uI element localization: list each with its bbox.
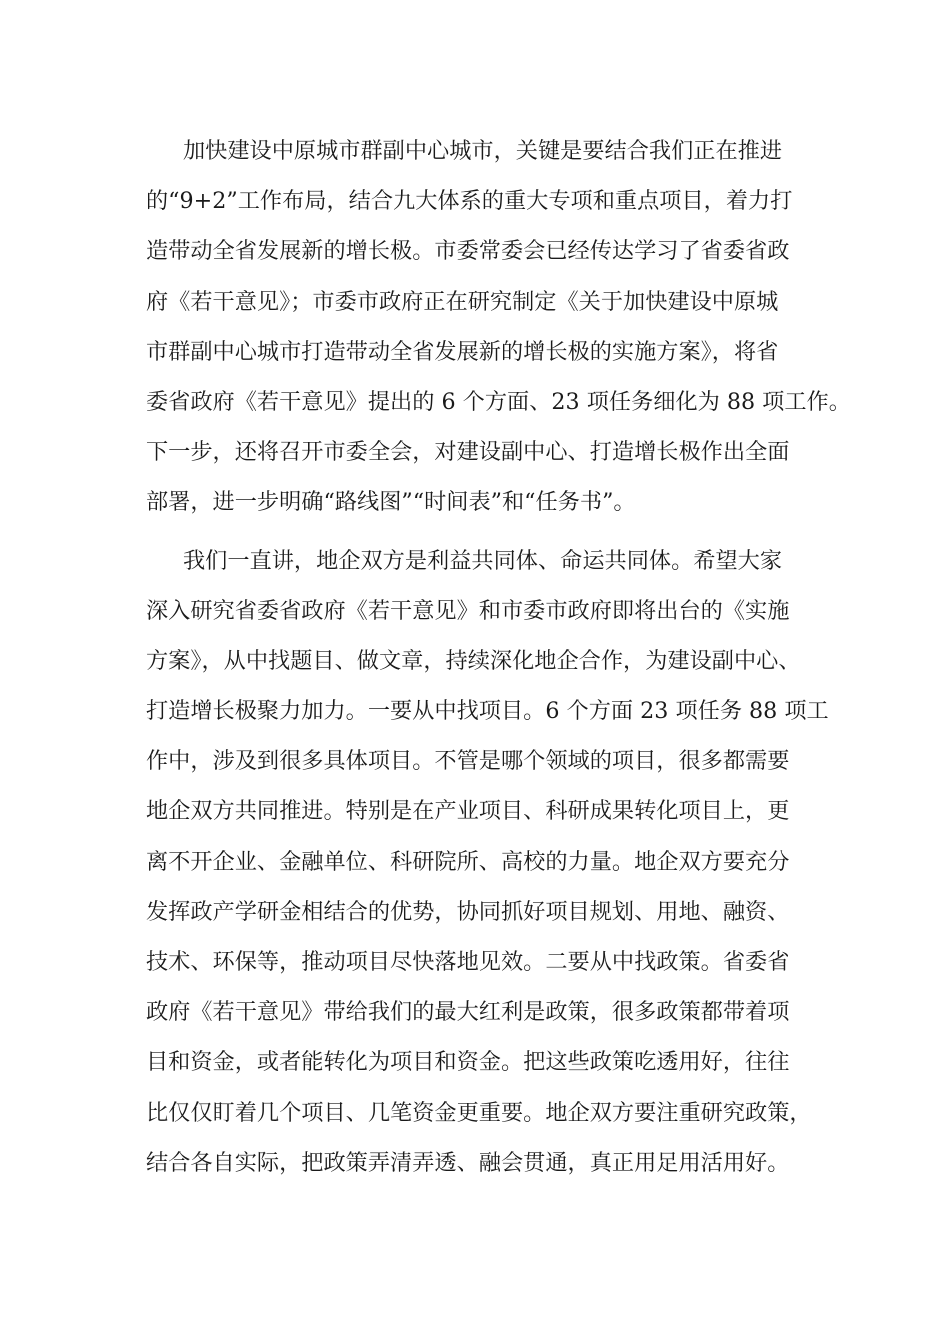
text-line: 发挥政产学研金相结合的优势，协同抓好项目规划、用地、融资、 [146, 898, 790, 925]
paragraph-2 [146, 536, 836, 1188]
text-line: 府《若干意见》；市委市政府正在研究制定《关于加快建设中原城 [146, 288, 779, 315]
text-line: 政府《若干意见》带给我们的最大红利是政策，很多政策都带着项 [146, 999, 790, 1026]
text-line: 离不开企业、金融单位、科研院所、高校的力量。地企双方要充分 [146, 848, 790, 875]
text-line: 造带动全省发展新的增长极。市委常委会已经传达学习了省委省政 [146, 238, 790, 265]
text-line: 下一步，还将召开市委全会，对建设副中心、打造增长极作出全面 [146, 439, 790, 466]
text-line: 市群副中心城市打造带动全省发展新的增长极的实施方案》，将省 [146, 338, 779, 365]
text-line: 目和资金，或者能转化为项目和资金。把这些政策吃透用好，往往 [146, 1049, 790, 1076]
text-line: 作中，涉及到很多具体项目。不管是哪个领域的项目，很多都需要 [146, 748, 790, 775]
document-body [146, 126, 851, 1188]
text-line: 部署，进一步明确“路线图”“时间表”和“任务书”。 [146, 489, 636, 516]
text-line: 比仅仅盯着几个项目、几笔资金更重要。地企双方要注重研究政策， [146, 1099, 812, 1126]
text-line: 地企双方共同推进。特别是在产业项目、科研成果转化项目上，更 [146, 798, 790, 825]
text-line: 加快建设中原城市群副中心城市，关键是要结合我们正在推进 [183, 138, 783, 164]
text-line: 我们一直讲，地企双方是利益共同体、命运共同体。希望大家 [183, 547, 783, 574]
text-line: 技术、环保等，推动项目尽快落地见效。二要从中找政策。省委省 [146, 949, 790, 975]
text-line: 委省政府《若干意见》提出的 6 个方面、23 项任务细化为 88 项工作。 [146, 388, 851, 415]
text-line: 深入研究省委省政府《若干意见》和市委市政府即将出台的《实施 [146, 597, 790, 624]
text-line: 打造增长极聚力加力。一要从中找项目。6 个方面 23 项任务 88 项工 [146, 698, 829, 725]
paragraph-spacer [146, 528, 836, 536]
text-line: 的“9+2”工作布局，结合九大体系的重大专项和重点项目，着力打 [146, 188, 793, 215]
text-line: 方案》，从中找题目、做文章，持续深化地企合作，为建设副中心、 [146, 647, 801, 674]
text-line: 结合各自实际，把政策弄清弄透、融会贯通，真正用足用活用好。 [146, 1149, 790, 1176]
paragraph-1 [146, 126, 851, 528]
